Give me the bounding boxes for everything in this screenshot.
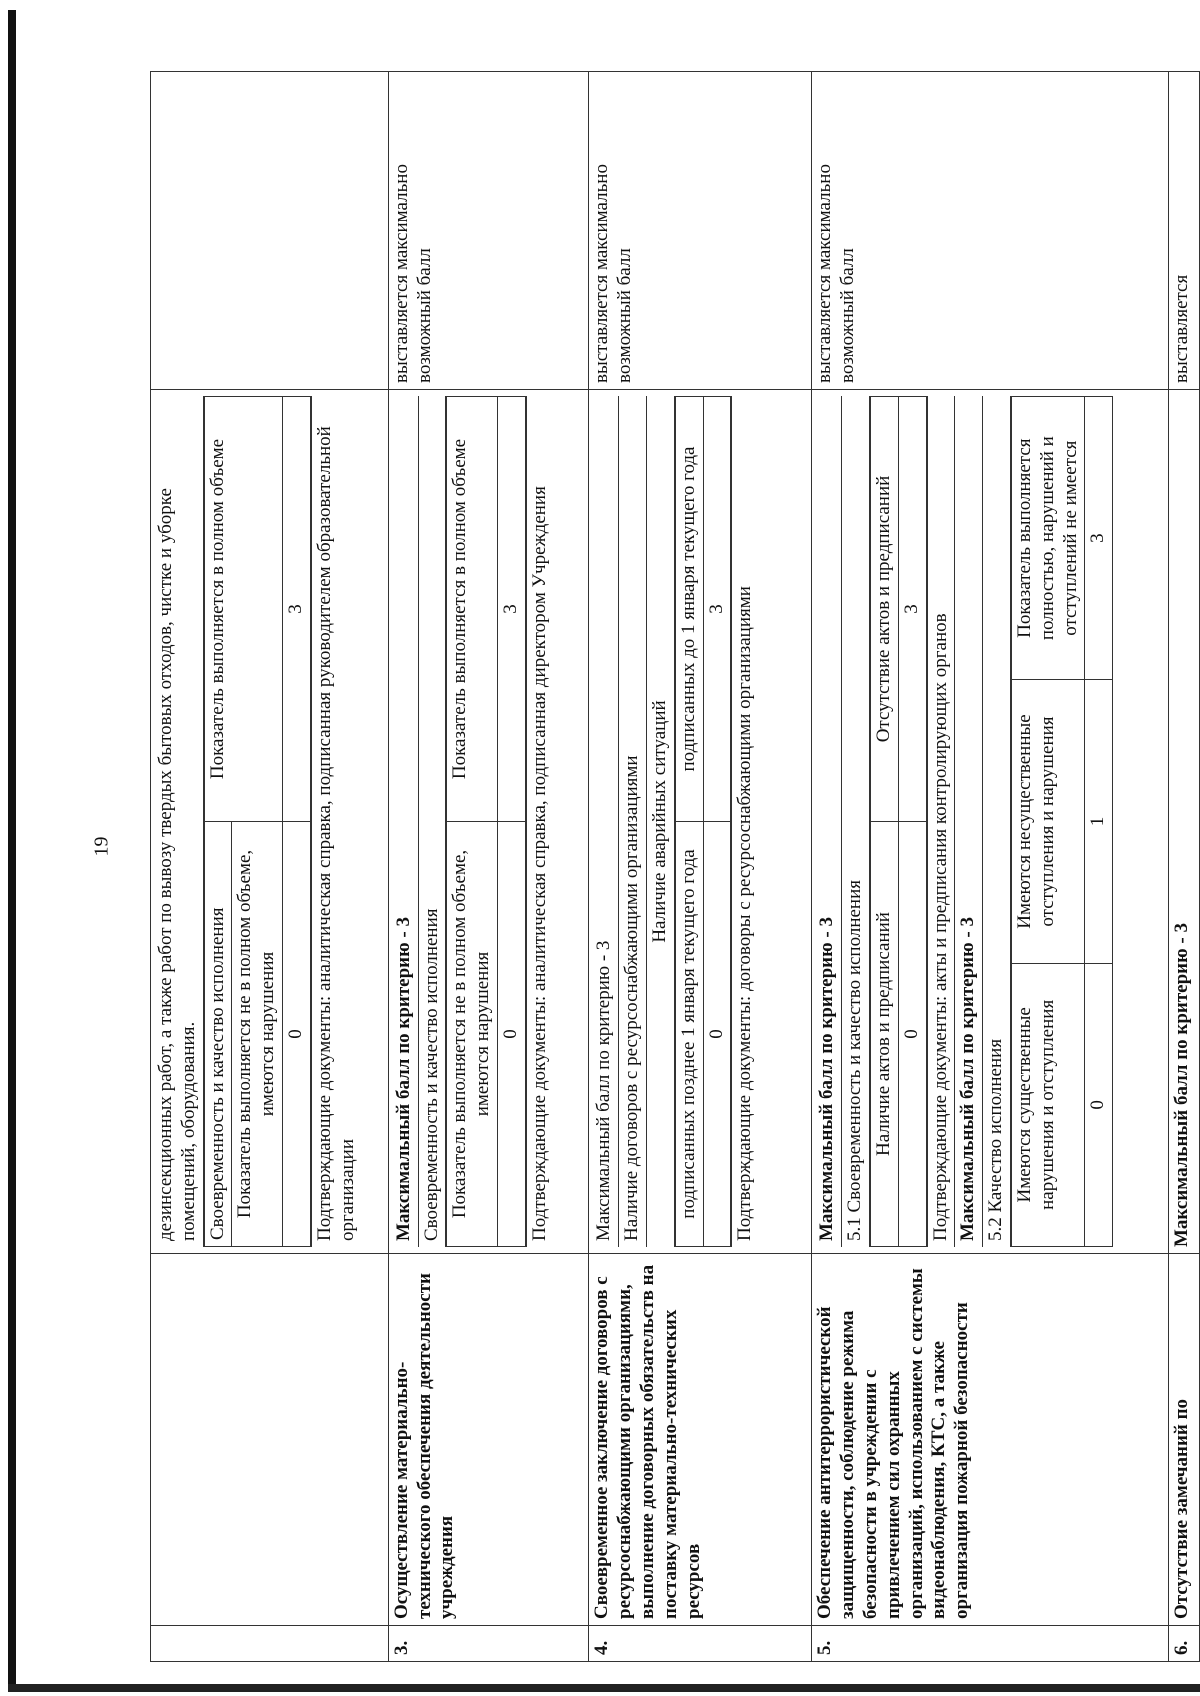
docs-text: Подтверждающие документы: аналитическая справка, подписанная директором Учреждения [526,396,554,1247]
row-number: 3. [388,1626,589,1662]
continuation-text: дезинсекционных работ, а также работ по вывозу твердых бытовых отходов, чистке и уборке помещений, оборудования. [153,396,204,1247]
score-bad: 0 [282,822,310,1247]
max-score: Максимальный балл по критерию - 3 [591,396,619,1247]
criterion-good: Показатель выполняется в полном объеме [447,397,498,822]
num-cell [151,1626,389,1662]
criterion-name: Отсутствие замечаний по [1168,1254,1199,1626]
score-major: 0 [1085,963,1113,1246]
max-score-2: Максимальный балл по критерию - 3 [955,396,983,1247]
criterion-minor: Имеются несущественные отступления и нарушения [1011,680,1084,963]
docs-text: Подтверждающие документы: аналитическая справка, подписанная руководителем образовательной организации [311,396,362,1247]
max-score: Максимальный балл по критерию - 3 [391,396,419,1247]
row-number: 6. [1168,1626,1199,1662]
sub-header: Своевременность и качество исполнения [419,396,447,1247]
criterion-bad: Наличие актов и предписаний [870,822,898,1247]
score-bad: 0 [498,822,526,1247]
criterion-bad: подписанных позднее 1 января текущего года [675,822,703,1247]
max-score: Максимальный балл по критерию - 3 [1168,390,1199,1254]
content-cell [812,390,1169,1254]
criterion-good: Отсутствие актов и предписаний [870,397,898,822]
score-good: 3 [282,397,310,822]
content-cell [151,390,389,1254]
criterion-name: Своевременное заключение договоров с ресурсоснабжающими организациями, выполнение договорных обязательств на поставку материально-технических ресурсов [589,1254,812,1626]
score-table [446,396,525,1247]
score-table [204,396,311,1247]
table-row [589,72,812,1662]
row-number: 5. [812,1626,1169,1662]
criterion-name: Осуществление материально-технического обеспечения деятельности учреждения [388,1254,589,1626]
scan-edge-bottom [8,1684,1200,1692]
page-number: 19 [90,836,113,857]
score-bad: 0 [898,822,926,1247]
criterion-name: Обеспечение антитеррористической защищенности, соблюдение режима безопасности в учреждении с привлечением сил охранных организаций, использованием с системы видеонаблюдения, КТС, а также организация пожарной безопасности [812,1254,1169,1626]
criterion-good: Показатель выполняется полностью, нарушений и отступлений не имеется [1011,397,1084,680]
subsection-2: 5.2 Качество исполнения [983,396,1011,1247]
scoring-note: выставляется [1168,72,1199,390]
scoring-note: выставляется максимально возможный балл [388,72,589,390]
docs-text: Подтверждающие документы: акты и предписания контролирующих органов [927,396,956,1247]
score-table-1 [870,396,927,1247]
score-good: 3 [898,397,926,822]
max-score: Максимальный балл по критерию - 3 [814,396,842,1247]
scoring-note: выставляется максимально возможный балл [812,72,1169,390]
table-row [388,72,589,1662]
score-good: 3 [1085,397,1113,680]
score-bad: 0 [703,822,731,1247]
name-cell [151,1254,389,1626]
table-row [812,72,1169,1662]
criterion-good: Показатель выполняется в полном объеме [204,397,282,822]
score-minor: 1 [1085,680,1113,963]
score-table-2 [1011,396,1113,1247]
rotated-page [150,72,1200,1662]
criteria-table [150,71,1200,1662]
docs-text: Подтверждающие документы: договоры с ресурсоснабжающими организациями [731,396,759,1247]
scan-edge-left [8,10,16,1690]
table-row [151,72,389,1662]
note-cell [151,72,389,390]
sub-header: Наличие договоров с ресурсоснабжающими организациями [619,396,647,1247]
row-number: 4. [589,1626,812,1662]
criterion-bad: Показатель выполняется не в полном объеме, имеются нарушения [232,822,283,1247]
content-cell [388,390,589,1254]
criterion-good: подписанных до 1 января текущего года [675,397,703,822]
score-table [675,396,732,1247]
sub-header: Своевременность и качество исполнения [204,822,232,1247]
score-good: 3 [703,397,731,822]
subsection-1: 5.1 Своевременность и качество исполнения [842,396,870,1247]
score-good: 3 [498,397,526,822]
sub-header-2: Наличие аварийных ситуаций [647,396,675,1247]
criterion-bad: Показатель выполняется не в полном объеме, имеются нарушения [447,822,498,1247]
scoring-note: выставляется максимально возможный балл [589,72,812,390]
table-row [1168,72,1199,1662]
content-cell [589,390,812,1254]
criterion-major: Имеются существенные нарушения и отступления [1011,963,1084,1246]
